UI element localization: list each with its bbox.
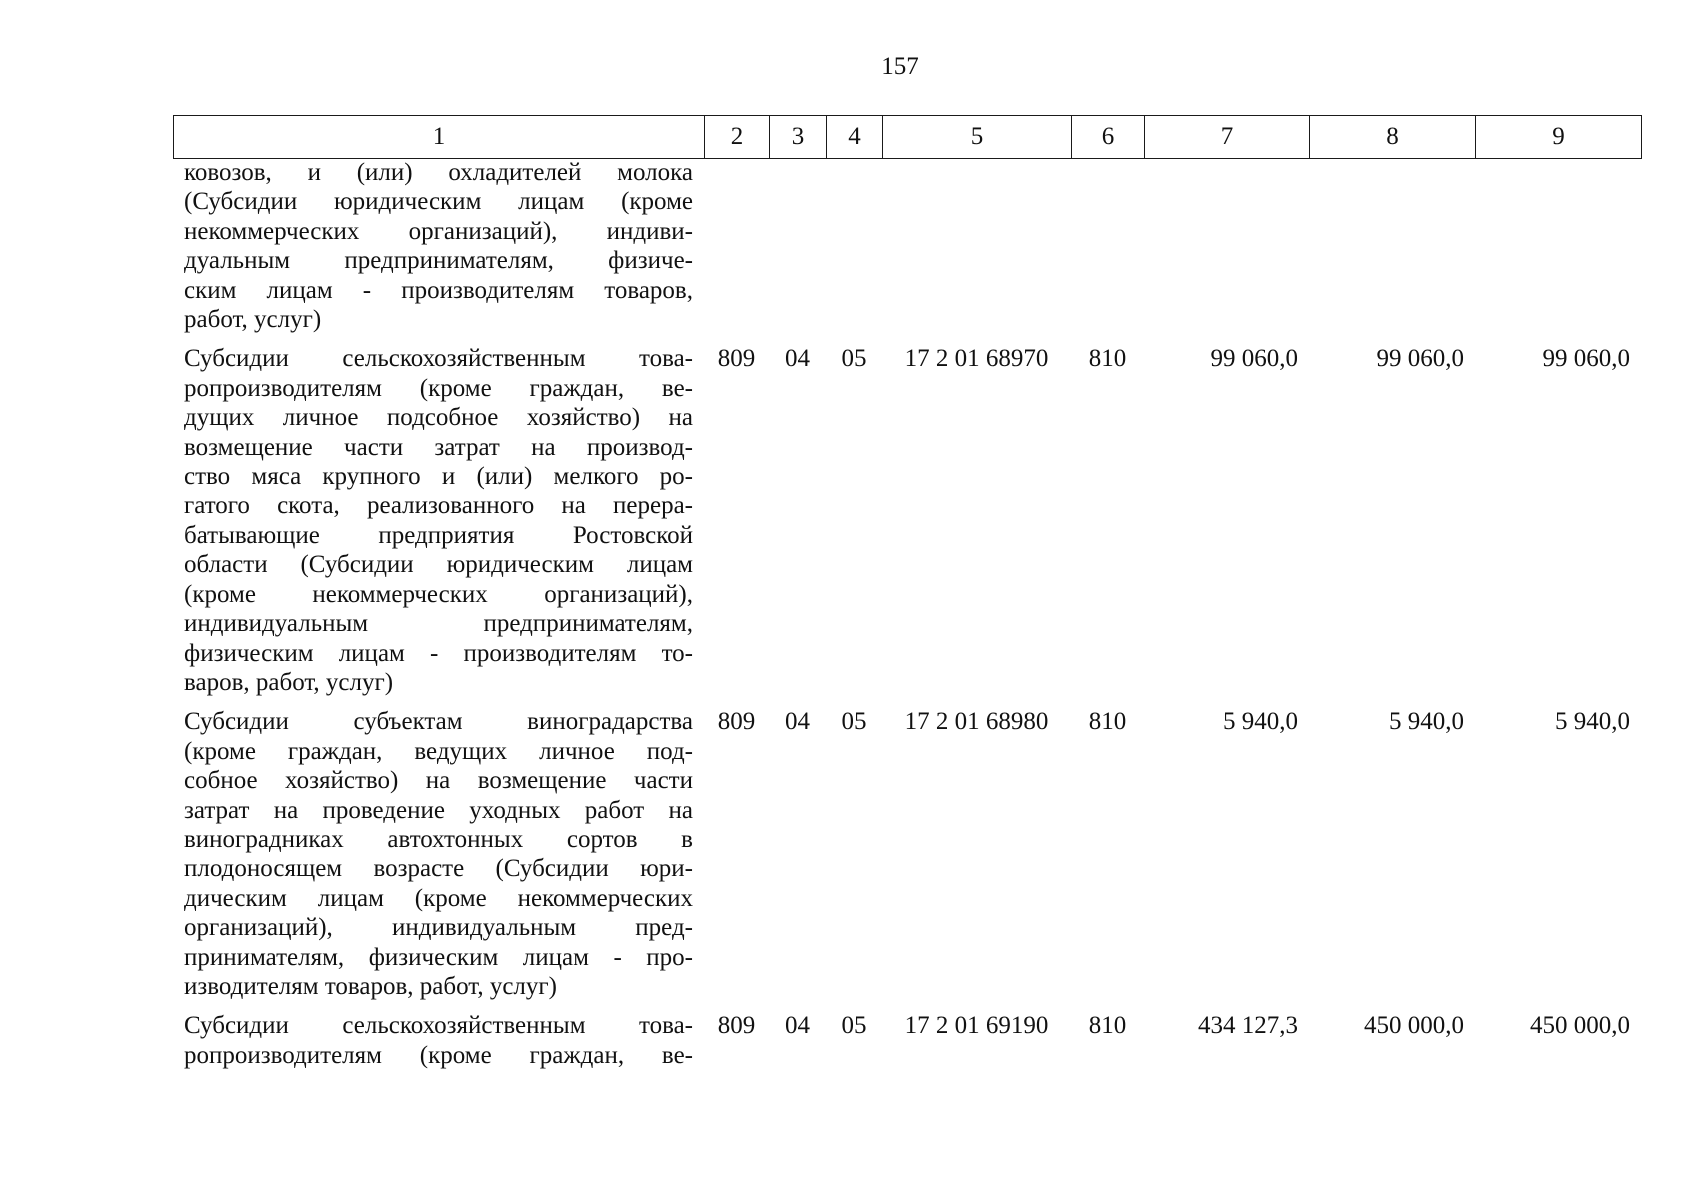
desc-line: работ, услуг) [184, 306, 322, 334]
header-col-2: 2 [705, 116, 770, 159]
cell-col-5 [882, 158, 1071, 334]
cell-col-2: 809 [717, 345, 756, 373]
desc-line: Субсидии сельскохозяйственным това- [184, 1012, 693, 1040]
desc-line: принимателям, физическим лицам - про- [184, 943, 693, 971]
table-row [173, 697, 1641, 1001]
desc-line: физическим лицам - производителям то- [184, 639, 693, 667]
row-description [173, 334, 704, 697]
header-col-7: 7 [1145, 116, 1310, 159]
cell-col-3: 04 [785, 345, 810, 373]
desc-line: возмещение части затрат на производ- [184, 433, 693, 461]
page-number: 157 [881, 53, 919, 80]
desc-line: ским лицам - производителям товаров, [184, 276, 693, 304]
row-description [173, 697, 704, 1001]
cell-col-2: 809 [717, 708, 756, 736]
desc-line: ропроизводителям (кроме граждан, ве- [184, 1041, 693, 1069]
desc-line: дущих личное подсобное хозяйство) на [184, 404, 693, 432]
cell-col-8: 99 060,0 [1376, 345, 1464, 373]
desc-line: батывающие предприятия Ростовской [184, 521, 693, 549]
header-col-3: 3 [770, 116, 827, 159]
row-description [173, 158, 704, 334]
cell-col-7 [1144, 158, 1309, 334]
cell-col-5: 17 2 01 69190 [904, 1012, 1049, 1040]
cell-col-3 [769, 158, 826, 334]
desc-line: Субсидии сельскохозяйственным това- [184, 345, 693, 373]
cell-col-5: 17 2 01 68980 [904, 708, 1049, 736]
desc-line: варов, работ, услуг) [184, 668, 394, 696]
desc-line: ство мяса крупного и (или) мелкого ро- [184, 463, 693, 491]
table-row [173, 1001, 1641, 1070]
cell-col-9 [1475, 158, 1641, 334]
cell-col-7: 99 060,0 [1210, 345, 1298, 373]
desc-line: дуальным предпринимателям, физиче- [184, 247, 693, 275]
cell-col-2: 809 [717, 1012, 756, 1040]
desc-line: гатого скота, реализованного на перера- [184, 492, 693, 520]
header-col-1: 1 [174, 116, 705, 159]
cell-col-6: 810 [1088, 1012, 1127, 1040]
cell-col-8 [1309, 158, 1475, 334]
cell-col-6 [1071, 158, 1144, 334]
cell-col-6: 810 [1088, 708, 1127, 736]
cell-col-8: 5 940,0 [1389, 708, 1464, 736]
desc-line: индивидуальным предпринимателям, [184, 610, 693, 638]
desc-line: собное хозяйство) на возмещение части [184, 767, 693, 795]
desc-line: затрат на проведение уходных работ на [184, 796, 693, 824]
header-col-9: 9 [1476, 116, 1642, 159]
cell-col-9: 450 000,0 [1530, 1012, 1630, 1040]
table-header [173, 115, 1642, 159]
header-col-8: 8 [1310, 116, 1476, 159]
table-row [173, 158, 1641, 334]
cell-col-4: 05 [841, 708, 867, 736]
cell-col-4 [826, 158, 882, 334]
header-col-4: 4 [827, 116, 883, 159]
cell-col-5: 17 2 01 68970 [904, 345, 1049, 373]
cell-col-3: 04 [785, 1012, 810, 1040]
table-body [173, 158, 1641, 1070]
desc-line: (кроме граждан, ведущих личное под- [184, 737, 693, 765]
cell-col-7: 434 127,3 [1198, 1012, 1298, 1040]
table-row [173, 334, 1641, 697]
cell-col-4: 05 [841, 345, 867, 373]
desc-line: (Субсидии юридическим лицам (кроме [184, 188, 693, 216]
cell-col-7: 5 940,0 [1223, 708, 1298, 736]
desc-line: Субсидии субъектам виноградарства [184, 708, 693, 736]
cell-col-6: 810 [1088, 345, 1127, 373]
header-col-5: 5 [883, 116, 1072, 159]
desc-line: изводителям товаров, работ, услуг) [184, 972, 557, 1000]
desc-line: организаций), индивидуальным пред- [184, 914, 693, 942]
desc-line: ропроизводителям (кроме граждан, ве- [184, 374, 693, 402]
row-description [173, 1001, 704, 1070]
cell-col-2 [704, 158, 769, 334]
desc-line: дическим лицам (кроме некоммерческих [184, 884, 693, 912]
desc-line: виноградниках автохтонных сортов в [184, 825, 693, 853]
cell-col-9: 99 060,0 [1542, 345, 1630, 373]
desc-line: плодоносящем возрасте (Субсидии юри- [184, 855, 693, 883]
cell-col-3: 04 [785, 708, 810, 736]
desc-line: ковозов, и (или) охладителей молока [184, 159, 693, 186]
cell-col-4: 05 [841, 1012, 867, 1040]
cell-col-9: 5 940,0 [1555, 708, 1630, 736]
cell-col-8: 450 000,0 [1364, 1012, 1464, 1040]
header-col-6: 6 [1072, 116, 1145, 159]
desc-line: некоммерческих организаций), индиви- [184, 217, 693, 245]
desc-line: (кроме некоммерческих организаций), [184, 580, 693, 608]
desc-line: области (Субсидии юридическим лицам [184, 551, 693, 579]
